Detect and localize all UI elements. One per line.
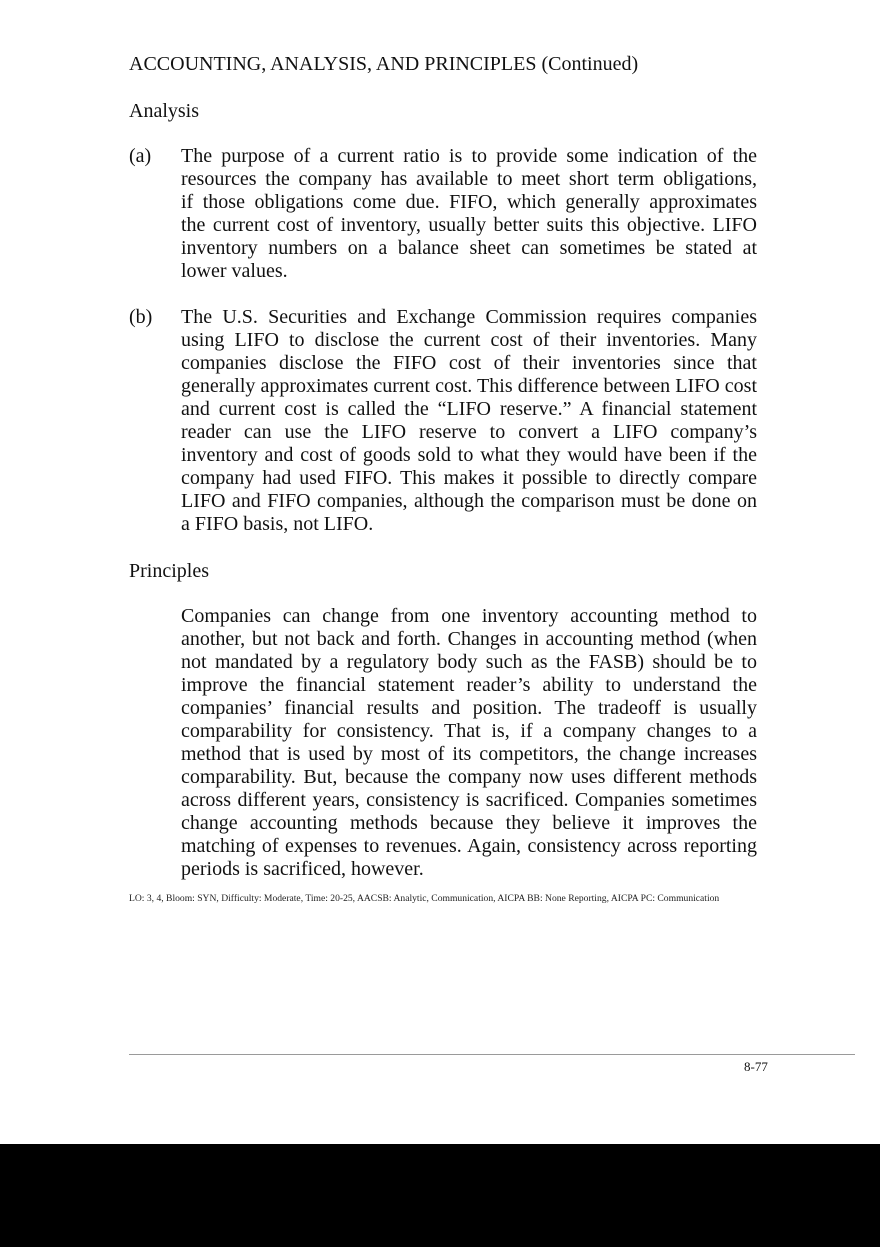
paragraph-line: inventory and cost of goods sold to what they would have been if the	[181, 444, 757, 466]
paragraph-line: comparability. But, because the company now uses different methods	[181, 766, 757, 788]
paragraph-line: using LIFO to disclose the current cost of their inventories. Many	[181, 329, 757, 351]
principles-heading: Principles	[129, 560, 209, 582]
paragraph-line: reader can use the LIFO reserve to convert a LIFO company’s	[181, 421, 757, 443]
paragraph-line: Companies can change from one inventory accounting method to	[181, 605, 757, 627]
paragraph-line: periods is sacrificed, however.	[181, 858, 424, 880]
page-title: ACCOUNTING, ANALYSIS, AND PRINCIPLES (Continued)	[129, 53, 639, 75]
item-a-paragraph	[181, 145, 757, 283]
paragraph-line: another, but not back and forth. Changes in accounting method (when	[181, 628, 757, 650]
paragraph-line: company had used FIFO. This makes it possible to directly compare	[181, 467, 757, 489]
paragraph-line: lower values.	[181, 260, 288, 282]
paragraph-line: change accounting methods because they believe it improves the	[181, 812, 757, 834]
paragraph-line: if those obligations come due. FIFO, which generally approximates	[181, 191, 757, 213]
paragraph-line: companies’ financial results and position. The tradeoff is usually	[181, 697, 757, 719]
item-b-paragraph	[181, 306, 757, 536]
paragraph-line: The purpose of a current ratio is to provide some indication of the	[181, 145, 757, 167]
paragraph-line: across different years, consistency is sacrificed. Companies sometimes	[181, 789, 757, 811]
paragraph-line: method that is used by most of its competitors, the change increases	[181, 743, 757, 765]
paragraph-line: not mandated by a regulatory body such as the FASB) should be to	[181, 651, 757, 673]
footer-rule	[129, 1054, 855, 1055]
metadata-note: LO: 3, 4, Bloom: SYN, Difficulty: Moderate, Time: 20-25, AACSB: Analytic, Communication, AICPA BB: None Reporting, AICPA PC: Communication	[129, 893, 720, 904]
paragraph-line: a FIFO basis, not LIFO.	[181, 513, 374, 535]
item-b-label: (b)	[129, 306, 153, 328]
paragraph-line: The U.S. Securities and Exchange Commission requires companies	[181, 306, 757, 328]
paragraph-line: improve the financial statement reader’s ability to understand the	[181, 674, 757, 696]
analysis-heading: Analysis	[129, 100, 199, 122]
paragraph-line: comparability for consistency. That is, if a company changes to a	[181, 720, 757, 742]
principles-paragraph	[181, 605, 757, 881]
black-bottom-band	[0, 1144, 880, 1247]
paragraph-line: and current cost is called the “LIFO reserve.” A financial statement	[181, 398, 757, 420]
page-number: 8-77	[744, 1059, 768, 1074]
paragraph-line: companies disclose the FIFO cost of their inventories since that	[181, 352, 757, 374]
paragraph-line: generally approximates current cost. This difference between LIFO cost	[181, 375, 757, 397]
paragraph-line: the current cost of inventory, usually better suits this objective. LIFO	[181, 214, 757, 236]
paragraph-line: inventory numbers on a balance sheet can sometimes be stated at	[181, 237, 757, 259]
paragraph-line: resources the company has available to meet short term obligations,	[181, 168, 757, 190]
paragraph-line: LIFO and FIFO companies, although the comparison must be done on	[181, 490, 757, 512]
paragraph-line: matching of expenses to revenues. Again, consistency across reporting	[181, 835, 757, 857]
item-a-label: (a)	[129, 145, 152, 167]
